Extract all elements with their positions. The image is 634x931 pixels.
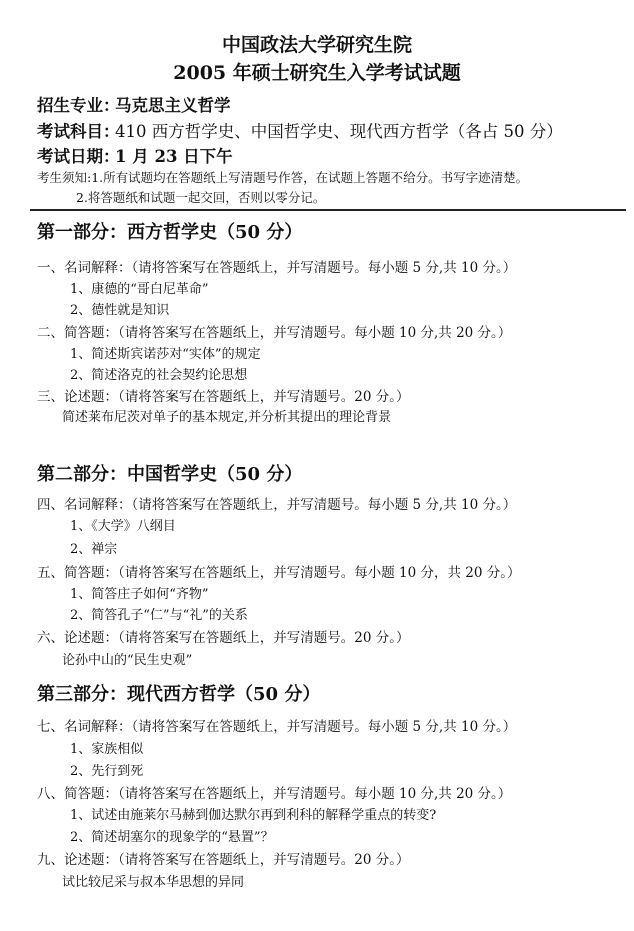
notice-line-2: 2.将答题纸和试题一起交回，否则以零分记。	[76, 190, 326, 205]
exam-title: 2005 年硕士研究生入学考试试题	[173, 62, 461, 84]
question-item: 1、家族相似	[70, 742, 144, 757]
school-title: 中国政法大学研究生院	[221, 34, 412, 56]
question-text: 四、名词解释：（请将答案写在答题纸上，并写清题号。每小题 5 分,共 10 分。）	[37, 497, 517, 513]
question-text: 五、简答题：（请将答案写在答题纸上，并写清题号。每小题 10 分，共 20 分。）	[37, 565, 521, 581]
question-item: 1、《大学》八纲目	[70, 519, 176, 534]
subject-row	[37, 118, 563, 142]
question-item: 1、康德的“哥白尼革命”	[70, 282, 209, 297]
section-title: 第三部分：现代西方哲学（50 分）	[37, 684, 321, 705]
essay-prompt: 试比较尼采与叔本华思想的异同	[62, 875, 245, 890]
divider-rule	[30, 209, 626, 211]
date-row	[37, 143, 233, 167]
question-item: 2、德性就是知识	[70, 303, 170, 318]
question-text: 七、名词解释：（请将答案写在答题纸上，并写清题号。每小题 5 分,共 10 分。）	[37, 719, 517, 735]
date-value: 1 月 23 日下午	[115, 147, 233, 166]
major-row	[37, 92, 231, 116]
question-item: 2、简述洛克的社会契约论思想	[70, 368, 248, 383]
major-value: 马克思主义哲学	[115, 96, 231, 115]
section-title: 第一部分：西方哲学史（50 分）	[37, 222, 303, 243]
date-label: 考试日期：	[37, 147, 120, 166]
question-text: 九、论述题：（请将答案写在答题纸上，并写清题号。20 分。）	[37, 852, 410, 868]
subject-label: 考试科目：	[37, 122, 120, 141]
question-item: 2、简答孔子“仁”与“礼”的关系	[70, 608, 248, 623]
essay-prompt: 论孙中山的“民生史观”	[62, 653, 193, 668]
subject-value: 410 西方哲学史、中国哲学史、现代西方哲学（各占 50 分）	[115, 122, 563, 141]
notice-line-1: 考生须知:1.所有试题均在答题纸上写清题号作答，在试题上答题不给分。书写字迹清楚。	[37, 170, 529, 185]
question-item: 1、简述斯宾诺莎对“实体”的规定	[70, 347, 261, 362]
question-text: 二、简答题：（请将答案写在答题纸上，并写清题号。每小题 10 分,共 20 分。）	[37, 325, 512, 341]
question-text: 一、名词解释：（请将答案写在答题纸上，并写清题号。每小题 5 分,共 10 分。）	[37, 260, 517, 276]
question-item: 2、简述胡塞尔的现象学的“悬置”？	[70, 830, 274, 845]
question-text: 八、简答题：（请将答案写在答题纸上，并写清题号。每小题 10 分,共 20 分。）	[37, 786, 512, 802]
question-text: 六、论述题：（请将答案写在答题纸上，并写清题号。20 分。）	[37, 630, 410, 646]
major-label: 招生专业：	[37, 96, 120, 115]
question-item: 1、简答庄子如何“齐物”	[70, 587, 209, 602]
question-text: 三、论述题：（请将答案写在答题纸上，并写清题号。20 分。）	[37, 389, 410, 405]
question-item: 2、禅宗	[70, 542, 118, 557]
section-title: 第二部分：中国哲学史（50 分）	[37, 464, 303, 485]
question-item: 1、试述由施莱尔马赫到伽达默尔再到利科的解释学重点的转变?	[70, 808, 437, 823]
essay-prompt: 简述莱布尼茨对单子的基本规定,并分析其提出的理论背景	[62, 410, 392, 425]
question-item: 2、先行到死	[70, 764, 144, 779]
